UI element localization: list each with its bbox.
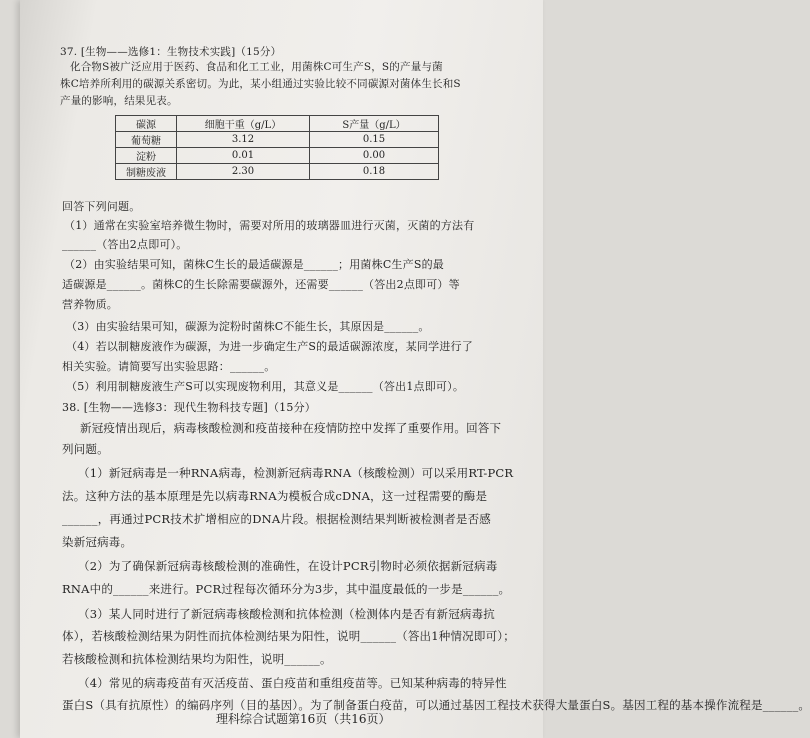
q37-line: 营养物质。 xyxy=(62,298,118,311)
q38-line: 新冠疫情出现后，病毒核酸检测和疫苗接种在疫情防控中发挥了重要作用。回答下 xyxy=(80,421,502,435)
q38-line: 列问题。 xyxy=(62,442,109,456)
table-cell: 0.01 xyxy=(177,148,310,164)
q37-line: （3）由实验结果可知，碳源为淀粉时菌株C不能生长，其原因是______。 xyxy=(66,320,430,333)
q37-line: 回答下列问题。 xyxy=(62,200,141,213)
q38-line: RNA中的______来进行。PCR过程每次循环分为3步，其中温度最低的一步是______。 xyxy=(62,582,511,596)
q38-line: （4）常见的病毒疫苗有灭活疫苗、蛋白疫苗和重组疫苗等。已知某种病毒的特异性 xyxy=(78,676,507,690)
table-cell: 淀粉 xyxy=(116,148,177,164)
q37-intro-line: 产量的影响，结果见表。 xyxy=(60,95,178,107)
q38-line: ______，再通过PCR技术扩增相应的DNA片段。根据检测结果判断被检测者是否感 xyxy=(62,512,491,526)
q37-line: （2）由实验结果可知，菌株C生长的最适碳源是______；用菌株C生产S的最 xyxy=(64,258,444,271)
q38-line: 若核酸检测和抗体检测结果均为阳性，说明______。 xyxy=(62,652,332,666)
q37-line: （4）若以制糖废液作为碳源，为进一步确定生产S的最适碳源浓度，某同学进行了 xyxy=(66,340,473,353)
q38-line: 体），若核酸检测结果为阴性而抗体检测结果为阳性，说明______（答出1种情况即可）； xyxy=(62,629,515,643)
table-header-cell: S产量（g/L） xyxy=(310,116,439,132)
table-header-cell: 细胞干重（g/L） xyxy=(177,116,310,132)
table-row xyxy=(116,132,439,148)
q38-line: 染新冠病毒。 xyxy=(62,535,133,549)
table-header-cell: 碳源 xyxy=(116,116,177,132)
q37-intro-line: 株C培养所利用的碳源关系密切。为此，某小组通过实验比较不同碳源对菌体生长和S xyxy=(60,78,461,90)
table-cell: 0.00 xyxy=(310,148,439,164)
q38-line: 法。这种方法的基本原理是先以病毒RNA为模板合成cDNA，这一过程需要的酶是 xyxy=(62,489,488,503)
exam-page xyxy=(20,0,810,738)
q38-line: （1）新冠病毒是一种RNA病毒，检测新冠病毒RNA（核酸检测）可以采用RT-PCR xyxy=(78,466,514,480)
q38-line: （2）为了确保新冠病毒核酸检测的准确性，在设计PCR引物时必须依据新冠病毒 xyxy=(78,559,498,573)
q37-line: 相关实验。请简要写出实验思路：______。 xyxy=(62,360,276,373)
page-footer: 理科综合试题第16页（共16页） xyxy=(216,712,391,726)
q37-line: 适碳源是______。菌株C的生长除需要碳源外，还需要______（答出2点即可）等 xyxy=(62,278,460,291)
table-cell: 0.15 xyxy=(310,132,439,148)
table-cell: 制糖废液 xyxy=(116,164,177,180)
q37-line: （1）通常在实验室培养微生物时，需要对所用的玻璃器皿进行灭菌，灭菌的方法有 xyxy=(64,219,475,232)
q38-line: （3）某人同时进行了新冠病毒核酸检测和抗体检测（检测体内是否有新冠病毒抗 xyxy=(78,607,496,621)
table-cell: 葡萄糖 xyxy=(116,132,177,148)
q38-line: 蛋白S（具有抗原性）的编码序列（目的基因）。为了制备蛋白疫苗，可以通过基因工程技术获得大量蛋白S。基因工程的基本操作流程是______。 xyxy=(62,698,810,712)
carbon-source-table xyxy=(115,115,439,180)
q37-line: （5）利用制糖废液生产S可以实现废物利用，其意义是______（答出1点即可）。 xyxy=(66,380,465,393)
table-row xyxy=(116,148,439,164)
q38-header: 38. [生物——选修3：现代生物科技专题]（15分） xyxy=(62,401,316,414)
table-cell: 2.30 xyxy=(177,164,310,180)
table-row xyxy=(116,164,439,180)
q37-intro-line: 化合物S被广泛应用于医药、食品和化工工业，用菌株C可生产S，S的产量与菌 xyxy=(70,61,443,73)
table-header-row xyxy=(116,116,439,132)
table-cell: 0.18 xyxy=(310,164,439,180)
q37-line: ______（答出2点即可）。 xyxy=(62,238,188,251)
table-cell: 3.12 xyxy=(177,132,310,148)
q37-header: 37. [生物——选修1：生物技术实践]（15分） xyxy=(60,46,282,58)
